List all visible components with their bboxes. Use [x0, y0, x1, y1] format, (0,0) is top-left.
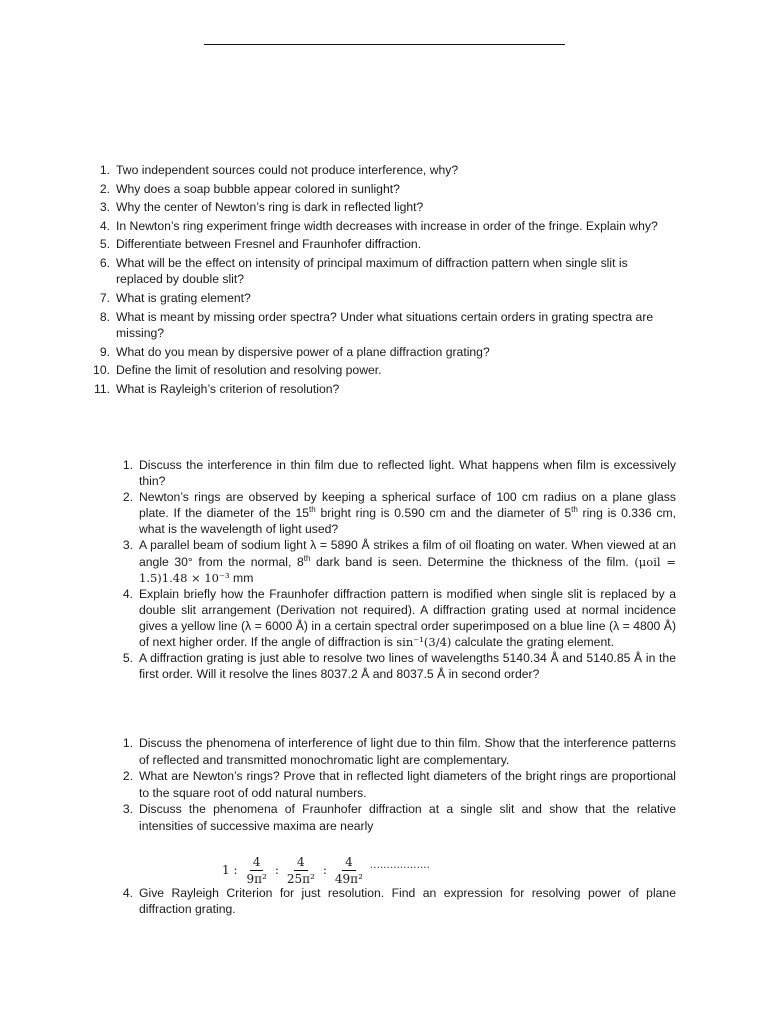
list-item: 5. A diffraction grating is just able to resolve two lines of wavelengths 5140.34 Å and 5140.85 Å in the first order. Will it resolve the lines 8037.2 Å and 8037.5 Å in second order? [122, 651, 676, 682]
short-questions-list [93, 162, 676, 399]
list-item: 3. Why the center of Newton’s ring is dark in reflected light? [99, 200, 424, 215]
fraction: $\frac{4}{\text{9π²}}$ [246, 854, 267, 886]
list-item: 2. Newton’s rings are observed by keeping a spherical surface of 100 cm radius on a plane glass plate. If the diameter of the 15th bright ring is 0.590 cm and the diameter of 5th ring is 0.336 cm, what is the wavelength of light used? [122, 490, 676, 537]
list-item: 3. Discuss the phenomena of Fraunhofer diffraction at a single slit and show that the relative intensities of successive maxima are nearly [122, 802, 676, 833]
fraction: $\frac{4}{\text{25π²}}$ [286, 854, 315, 886]
list-item: 5. Differentiate between Fresnel and Fraunhofer diffraction. [99, 237, 422, 252]
list-item: 7. What is grating element? [99, 290, 251, 305]
diffraction-angle-expression: sin⁻¹(3/4) [396, 635, 452, 650]
list-item: 1. Discuss the interference in thin film due to reflected light. What happens when film is excessively thin? [122, 458, 676, 489]
list-item: 2. What are Newton’s rings? Prove that in reflected light diameters of the bright rings are proportional to the square root of odd natural numbers. [122, 769, 676, 800]
intensity-ratio-formula: 1 : $\frac{4}{\text{9π²}}$ : $\frac{4}{\text{25π²}}$ : $\frac{4}{\text{49π²}}$ ……………… [222, 854, 430, 886]
list-item: 3. A parallel beam of sodium light λ = 5890 Å strikes a film of oil floating on water. When viewed at an angle 30° from the normal, 8th dark band is seen. Determine the thickness of the film. (μoil = 1.5)1.48 × 10⁻³ mm [122, 538, 677, 585]
medium-questions-list [122, 457, 677, 682]
list-item: 10. Define the limit of resolution and resolving power. [93, 363, 382, 378]
list-item: 4. Give Rayleigh Criterion for just resolution. Find an expression for resolving power of plane diffraction grating. [122, 885, 676, 917]
list-item: 1. Two independent sources could not produce interference, why? [99, 163, 459, 177]
list-item: 2. Why does a soap bubble appear colored in sunlight? [99, 181, 400, 196]
list-item: 6. What will be the effect on intensity of principal maximum of diffraction pattern when single slit is replaced by double slit? [99, 255, 628, 287]
list-item: 11. What is Rayleigh’s criterion of resolution? [93, 381, 340, 396]
list-item: 1. Discuss the phenomena of interference of light due to thin film. Show that the interference patterns of reflected and transmitted monochromatic light are complementary. [122, 736, 676, 767]
oil-thickness-expression: (μoil = 1.5)1.48 × 10⁻³ [139, 554, 677, 585]
header-rule [204, 44, 565, 45]
fraction: $\frac{4}{\text{49π²}}$ [334, 854, 363, 886]
list-item: 4. In Newton’s ring experiment fringe width decreases with increase in order of the fringe. Explain why? [99, 218, 658, 233]
list-item: 8. What is meant by missing order spectra? Under what situations certain orders in grating spectra are missing? [99, 309, 654, 340]
list-item: 9. What do you mean by dispersive power of a plane diffraction grating? [99, 344, 490, 359]
list-item: 4. Explain briefly how the Fraunhofer diffraction pattern is modified when single slit is replaced by a double slit arrangement (Derivation not required). A diffraction grating used at normal incidence gives a yellow line (λ = 6000 Å) in a certain spectral order superimposed on a blue line (λ = 4800 Å) of next higher order. If the angle of diffraction is sin⁻¹(3/4) calculate the grating element. [122, 586, 676, 650]
